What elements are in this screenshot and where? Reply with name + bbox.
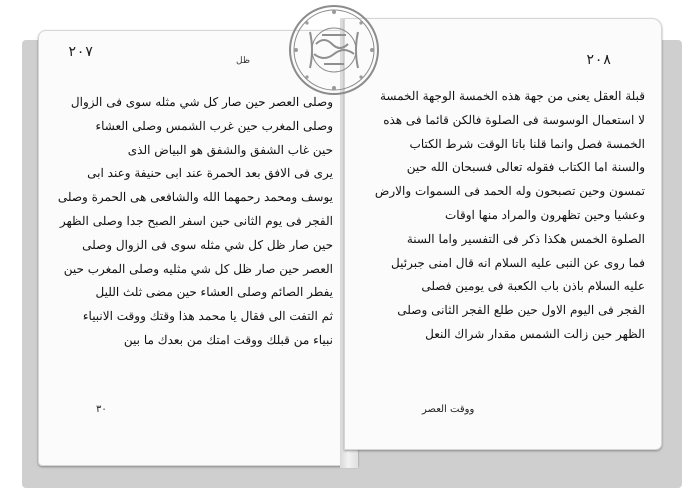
text-line: وصلى المغرب حين غرب الشمس وصلى العشاء — [95, 118, 333, 133]
text-line: فما روى عن النبى عليه السلام انه قال امنى جبرئيل — [391, 255, 645, 270]
right-page — [344, 18, 662, 450]
library-seal-stamp — [286, 2, 382, 98]
text-line: الصلوة الخمس هكذا ذكر فى التفسير واما السنة — [406, 231, 645, 246]
text-line: وعشيا وحين تظهرون والمراد منها اوقات — [445, 207, 645, 222]
left-folio-number: ۲۰۷ — [68, 44, 94, 60]
right-page-text — [367, 85, 645, 347]
right-folio-number: ۲۰۸ — [586, 52, 612, 68]
left-page-text — [57, 91, 333, 353]
text-line: حين صار ظل كل شي مثله سوى فى الزوال وصلى — [82, 237, 333, 252]
text-line: الفجر فى يوم الثانى حين اسفر الصبح جدا وصلى الظهر — [59, 213, 333, 228]
text-line: حين غاب الشفق والشفق هو البياض الذى — [127, 142, 333, 157]
text-line: لا استعمال الوسوسة فى الصلوة فالكن قائما فى هذه — [383, 112, 645, 127]
text-line: تمسون وحين تصبحون وله الحمد فى السموات والارض — [374, 184, 645, 199]
text-line: الخمسة فصل وانما قلنا باتا الوقت شرط الكتاب — [409, 136, 645, 151]
text-line: يوسف ومحمد رحمهما الله والشافعى هى الحمرة وصلى — [57, 190, 333, 205]
text-line: الظهر حين زالت الشمس مقدار شراك النعل — [425, 326, 645, 341]
left-catchword: ٣٠ — [96, 404, 107, 415]
text-line: ثم التفت الى فقال يا محمد هذا وقتك ووقت الانبياء — [82, 309, 333, 324]
text-line: نبياء من قبلك ووقت امتك من بعدك ما بين — [123, 332, 333, 347]
marginal-note: ظل — [236, 56, 250, 66]
text-line: العصر حين صار ظل كل شي مثليه وصلى المغرب حين — [63, 261, 333, 276]
text-line: يرى فى الافق بعد الحمرة عند ابى حنيفة وعند ابى — [87, 166, 333, 181]
text-line: والسنة اما الكتاب فقوله تعالى فسبحان الله حين — [406, 160, 645, 175]
text-line: عليه السلام باذن باب الكعبة فى يومين فصلى — [421, 279, 645, 294]
text-line: الفجر فى اليوم الاول حين طلع الفجر الثانى وصلى — [397, 303, 645, 318]
text-line: وصلى العصر حين صار كل شي مثله سوى فى الزوال — [70, 95, 333, 109]
text-line: قبلة العقل يعنى من جهة هذه الخمسة الوجهة الخمسة — [379, 89, 645, 103]
right-catchword: ووقت العصر — [422, 404, 475, 415]
text-line: يفطر الصائم وصلى العشاء حين مضى ثلث الليل — [95, 285, 333, 300]
